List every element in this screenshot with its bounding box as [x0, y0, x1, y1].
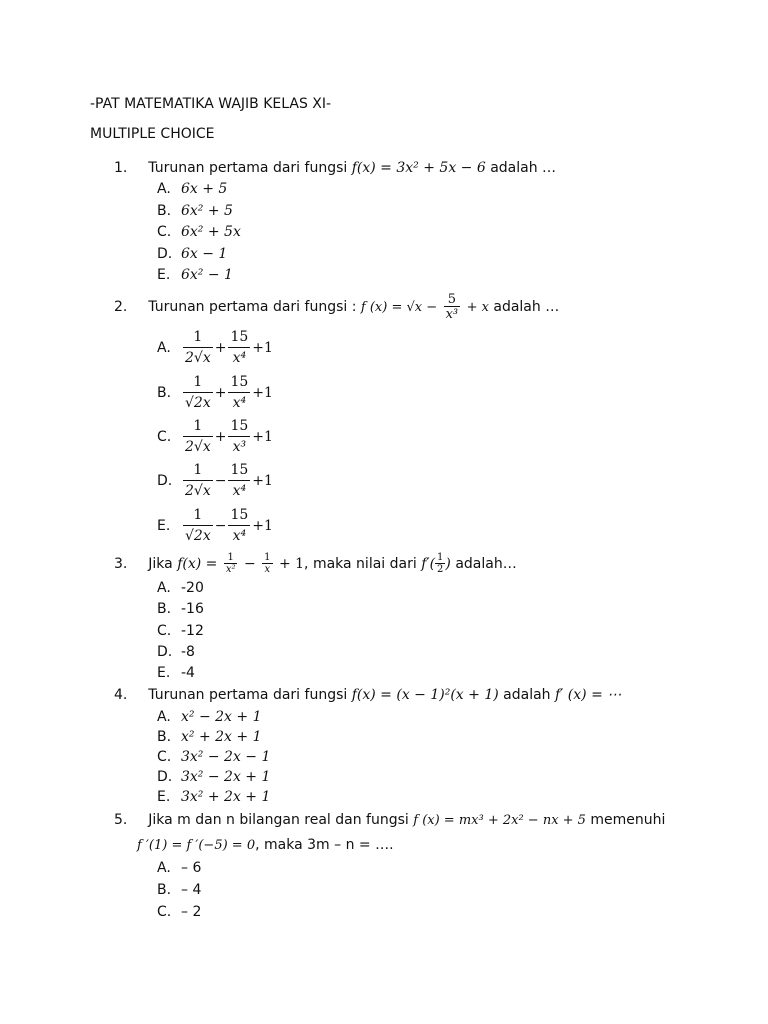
question-4	[114, 688, 621, 702]
option-fraction-2	[228, 461, 250, 501]
question-expression-lead: f(x) =	[177, 556, 218, 572]
derivative-fraction	[435, 553, 445, 575]
option-tail: +1	[252, 518, 273, 534]
option-operator: +	[214, 429, 227, 445]
option-label: A.	[157, 860, 171, 876]
question-expression-tail: + 1	[278, 556, 305, 572]
option-tail: +1	[252, 473, 273, 489]
question-text: Turunan pertama dari fungsi	[148, 687, 348, 703]
fraction-numerator: 1	[193, 418, 203, 434]
option-label: C.	[157, 224, 172, 240]
option-3b[interactable]	[157, 602, 204, 616]
fraction-denominator: x³	[228, 436, 250, 457]
question-5	[114, 813, 665, 827]
fraction-numerator: 15	[230, 462, 249, 478]
question-fraction-2	[262, 553, 272, 575]
question-number: 2.	[114, 299, 128, 315]
option-value: – 2	[181, 904, 202, 920]
fraction-denominator: 2√x	[183, 436, 213, 457]
option-label: D.	[157, 473, 173, 489]
derivative-lead: f′(	[421, 556, 436, 572]
question-expression-2: f′ (x) = ⋯	[555, 687, 622, 703]
option-value: – 4	[181, 882, 202, 898]
question-3	[114, 553, 517, 575]
option-fraction-2	[228, 417, 250, 457]
option-value: 6x + 5	[181, 181, 228, 197]
option-5a[interactable]	[157, 861, 201, 875]
option-tail: +1	[252, 385, 273, 401]
option-value: 6x − 1	[181, 246, 228, 262]
option-3e[interactable]	[157, 666, 195, 680]
option-label: C.	[157, 429, 172, 445]
question-expression-tail: + x	[466, 299, 489, 315]
option-3d[interactable]	[157, 645, 195, 659]
derivative-tail: )	[445, 556, 451, 572]
option-operator: +	[214, 340, 227, 356]
option-2c[interactable]	[157, 417, 273, 457]
option-label: E.	[157, 789, 171, 805]
option-1a[interactable]	[157, 182, 227, 196]
fraction-denominator: √2x	[183, 525, 213, 546]
option-3c[interactable]	[157, 624, 204, 638]
fraction-denominator: √2x	[183, 392, 213, 413]
question-expression: f (x) = mx³ + 2x² − nx + 5	[413, 813, 586, 828]
fraction-denominator: x⁴	[228, 347, 250, 368]
option-label: B.	[157, 882, 172, 898]
fraction-numerator: 5	[447, 292, 456, 307]
option-1d[interactable]	[157, 247, 227, 261]
option-5c[interactable]	[157, 905, 201, 919]
option-value: -4	[181, 665, 195, 681]
fraction-numerator: 15	[230, 418, 249, 434]
option-operator: −	[214, 473, 227, 489]
option-fraction-1	[183, 328, 213, 368]
fraction-numerator: 1	[437, 552, 444, 563]
option-label: C.	[157, 623, 172, 639]
section-heading: MULTIPLE CHOICE	[90, 126, 215, 142]
option-1c[interactable]	[157, 225, 241, 239]
question-expression: f(x) = (x − 1)²(x + 1)	[351, 687, 499, 703]
option-operator: −	[214, 518, 227, 534]
question-suffix: adalah	[503, 687, 551, 703]
option-value: x² − 2x + 1	[181, 709, 262, 725]
option-label: A.	[157, 580, 171, 596]
option-2e[interactable]	[157, 506, 273, 546]
question-text: Jika	[148, 556, 173, 572]
question-condition-text: , maka 3m – n = ….	[255, 837, 394, 853]
option-4b[interactable]	[157, 730, 261, 744]
option-4d[interactable]	[157, 770, 270, 784]
option-operator: +	[214, 385, 227, 401]
option-3a[interactable]	[157, 581, 204, 595]
option-tail: +1	[252, 340, 273, 356]
document-title: -PAT MATEMATIKA WAJIB KELAS XI-	[90, 96, 332, 112]
option-1e[interactable]	[157, 268, 233, 282]
question-text: Jika m dan n bilangan real dan fungsi	[148, 812, 409, 828]
fraction-numerator: 15	[230, 507, 249, 523]
option-label: A.	[157, 709, 171, 725]
fraction-denominator: x	[262, 563, 272, 575]
option-4e[interactable]	[157, 790, 270, 804]
option-4a[interactable]	[157, 710, 261, 724]
option-2a[interactable]	[157, 328, 273, 368]
question-suffix: adalah…	[455, 556, 517, 572]
question-2	[114, 288, 559, 326]
option-label: E.	[157, 267, 171, 283]
question-suffix: adalah …	[490, 160, 557, 176]
fraction-denominator: 2	[437, 564, 444, 575]
option-fraction-1	[183, 506, 213, 546]
option-5b[interactable]	[157, 883, 201, 897]
question-expression-fraction	[444, 293, 461, 321]
question-suffix: memenuhi	[590, 812, 666, 828]
fraction-denominator: x⁴	[228, 392, 250, 413]
option-value: 6x² + 5	[181, 203, 233, 219]
option-fraction-1	[183, 461, 213, 501]
fraction-numerator: 1	[193, 329, 203, 345]
question-1	[114, 161, 556, 175]
question-text: Turunan pertama dari fungsi :	[148, 299, 357, 315]
option-label: B.	[157, 729, 172, 745]
option-value: – 6	[181, 860, 202, 876]
fraction-denominator: x⁴	[228, 525, 250, 546]
option-4c[interactable]	[157, 750, 270, 764]
option-label: A.	[157, 340, 171, 356]
fraction-denominator: x²	[225, 564, 236, 575]
option-fraction-1	[183, 417, 213, 457]
option-value: -20	[181, 580, 204, 596]
fraction-denominator: x³	[445, 307, 459, 322]
question-text: Turunan pertama dari fungsi	[148, 160, 348, 176]
fraction-numerator: 1	[227, 552, 234, 563]
question-expression-lead: f (x) = √x −	[360, 299, 438, 315]
question-condition: f ′(1) = f ′(−5) = 0	[137, 838, 256, 853]
option-value: 3x² − 2x − 1	[181, 749, 271, 765]
question-suffix: adalah …	[493, 299, 560, 315]
option-value: 6x² + 5x	[181, 224, 241, 240]
question-operator: −	[243, 556, 256, 572]
option-label: E.	[157, 665, 171, 681]
question-fraction-1	[224, 553, 238, 575]
option-1b[interactable]	[157, 204, 233, 218]
option-value: -16	[181, 601, 204, 617]
question-expression: f(x) = 3x² + 5x − 6	[351, 160, 486, 176]
fraction-denominator: 2√x	[183, 347, 213, 368]
question-number: 3.	[114, 556, 128, 572]
option-fraction-1	[183, 373, 213, 413]
question-5-line-2	[137, 838, 394, 852]
question-number: 5.	[114, 812, 128, 828]
fraction-numerator: 1	[193, 374, 203, 390]
fraction-denominator: x⁴	[228, 480, 250, 501]
option-label: D.	[157, 644, 173, 660]
option-label: B.	[157, 601, 172, 617]
option-tail: +1	[252, 429, 273, 445]
option-label: C.	[157, 749, 172, 765]
option-label: D.	[157, 769, 173, 785]
fraction-numerator: 15	[230, 374, 249, 390]
option-value: -8	[181, 644, 195, 660]
option-label: E.	[157, 518, 171, 534]
fraction-numerator: 15	[230, 329, 249, 345]
option-value: 3x² + 2x + 1	[181, 789, 271, 805]
option-value: -12	[181, 623, 204, 639]
option-fraction-2	[228, 328, 250, 368]
fraction-numerator: 1	[193, 462, 203, 478]
question-mid-text: , maka nilai dari	[304, 556, 417, 572]
option-2d[interactable]	[157, 461, 273, 501]
option-label: A.	[157, 181, 171, 197]
fraction-numerator: 1	[264, 552, 271, 563]
option-fraction-2	[228, 373, 250, 413]
option-fraction-2	[228, 506, 250, 546]
option-value: 3x² − 2x + 1	[181, 769, 271, 785]
option-label: D.	[157, 246, 173, 262]
question-number: 1.	[114, 160, 128, 176]
option-value: x² + 2x + 1	[181, 729, 262, 745]
option-2b[interactable]	[157, 373, 273, 413]
option-label: B.	[157, 385, 172, 401]
fraction-denominator: 2√x	[183, 480, 213, 501]
option-label: C.	[157, 904, 172, 920]
option-label: B.	[157, 203, 172, 219]
option-value: 6x² − 1	[181, 267, 233, 283]
fraction-numerator: 1	[193, 507, 203, 523]
question-number: 4.	[114, 687, 128, 703]
